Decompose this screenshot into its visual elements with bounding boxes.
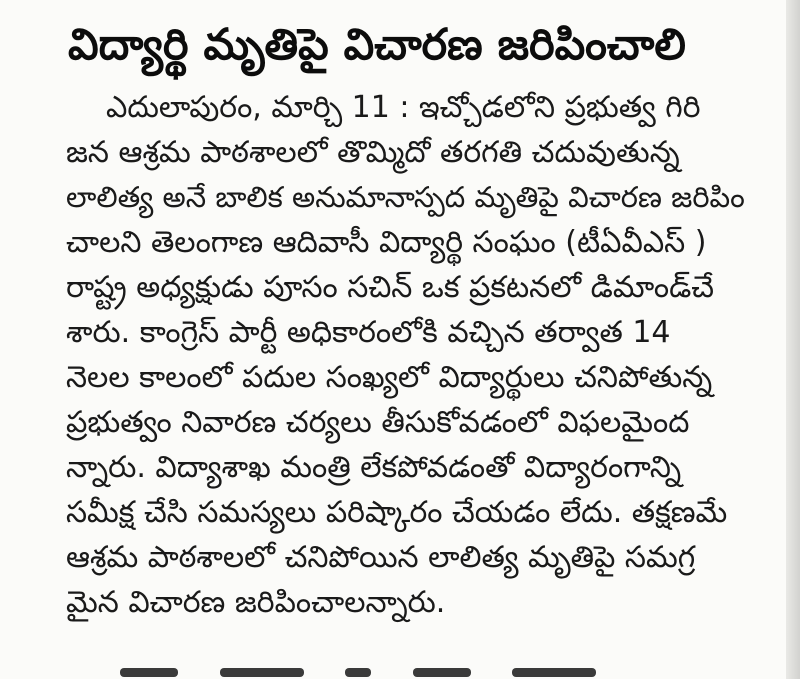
article-line: జన ఆశ్రమ పాఠశాలలో తొమ్మిదో తరగతి చదువుతున్న <box>66 135 680 170</box>
cropped-text-fragment <box>220 668 304 677</box>
article-line: మైన విచారణ జరిపించాలన్నారు. <box>66 585 446 620</box>
article-line: రాష్ట్ర అధ్యక్షుడు పూసం సచిన్ ఒక ప్రకటనలో డిమాండ్‌చే <box>66 270 715 305</box>
article-line: శారు. కాంగ్రెస్ పార్టీ అధికారంలోకి వచ్చిన తర్వాత 14 <box>66 315 671 350</box>
cropped-text-fragment <box>512 668 596 677</box>
article-line: న్నారు. విద్యాశాఖ మంత్రి లేకపోవడంతో విద్యారంగాన్ని <box>66 450 682 485</box>
cropped-text-fragment <box>120 668 178 677</box>
article-headline: విద్యార్థి మృతిపై విచారణ జరిపించాలి <box>68 20 686 70</box>
cropped-next-line <box>120 662 640 679</box>
cropped-text-fragment <box>345 668 371 677</box>
article-body <box>66 85 756 625</box>
cropped-text-fragment <box>413 668 471 677</box>
article-line: లాలిత్య అనే బాలిక అనుమానాస్పద మృతిపై విచారణ జరిపిం <box>66 180 745 214</box>
article-line: సమీక్ష చేసి సమస్యలు పరిష్కారం చేయడం లేదు. తక్షణమే <box>66 495 728 530</box>
article-line: ఆశ్రమ పాఠశాలలో చనిపోయిన లాలిత్య మృతిపై సమగ్ర <box>66 540 696 575</box>
article-line: ప్రభుత్వం నివారణ చర్యలు తీసుకోవడంలో విఫలమైంద <box>66 405 690 440</box>
article-line: చాలని తెలంగాణ ఆదివాసీ విద్యార్థి సంఘం (టీఏవీఎస్ ) <box>66 225 707 260</box>
article-line: ఎదులాపురం, మార్చి 11 : ఇచ్చోడలోని ప్రభుత్వ గిరి <box>106 90 701 125</box>
article-line: నెలల కాలంలో పదుల సంఖ్యలో విద్యార్థులు చనిపోతున్న <box>66 360 713 395</box>
clipping-edge <box>786 0 800 679</box>
